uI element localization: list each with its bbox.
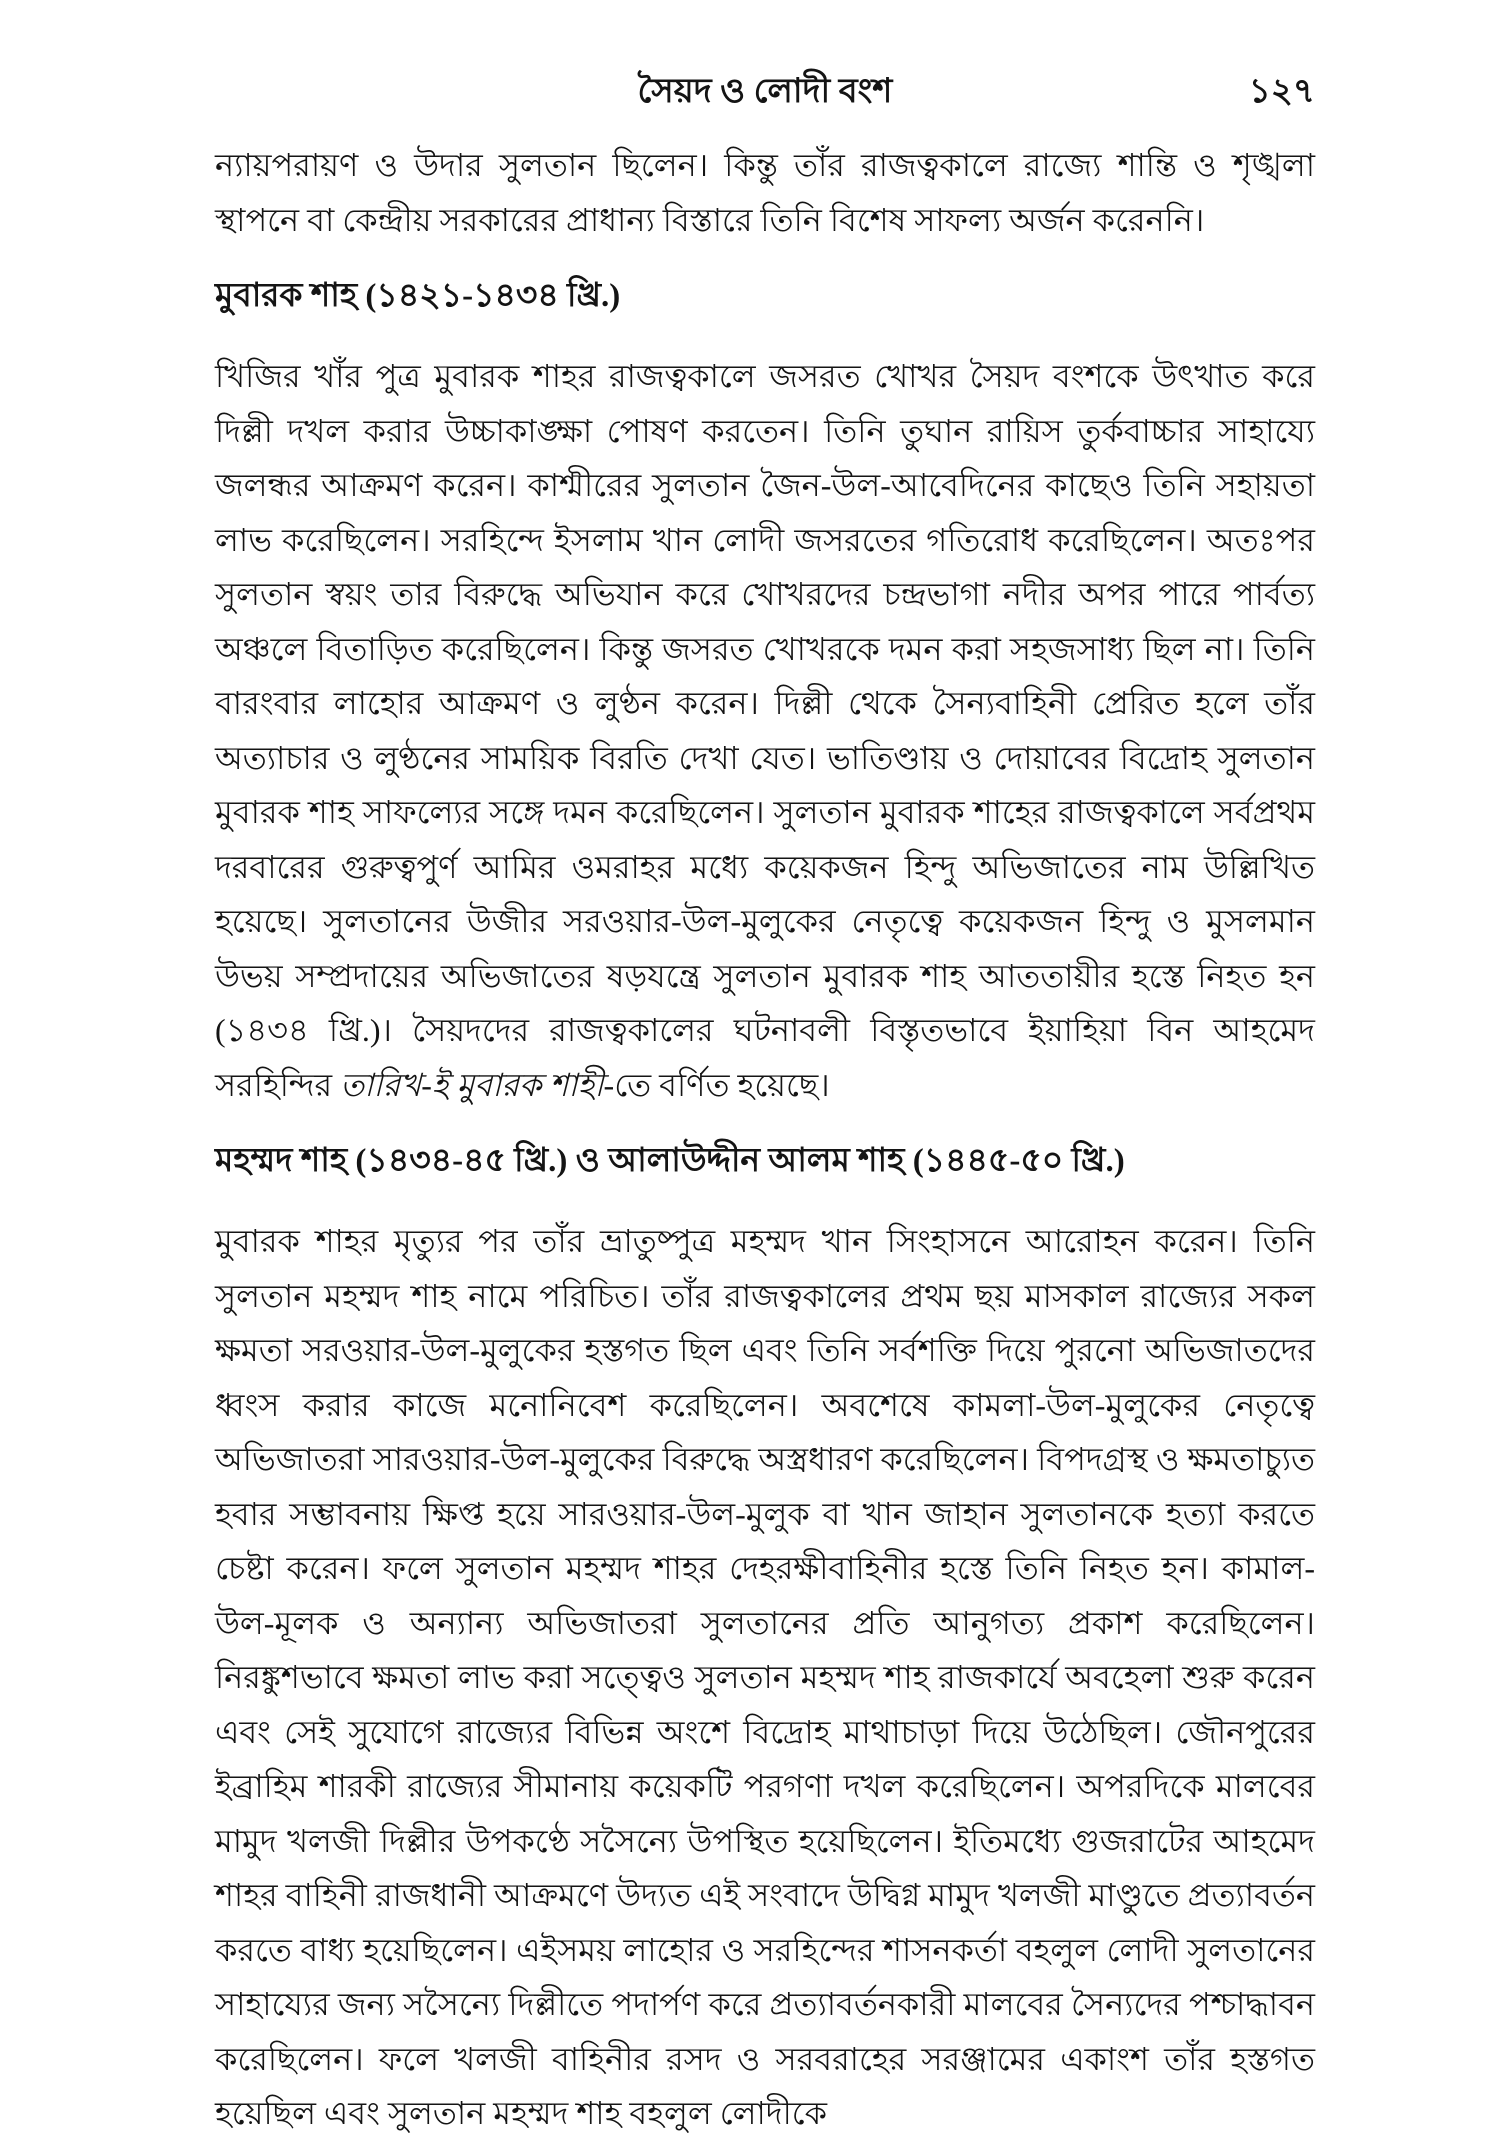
paragraph-mohammad-shah: মুবারক শাহর মৃত্যুর পর তাঁর ভ্রাতুষ্পুত্র মহম্মদ খান সিংহাসনে আরোহন করেন। তিনি সুলতান মহম্মদ শাহ নামে পরিচিত। তাঁর রাজত্বকালের প্রথম ছয় মাসকাল রাজ্যের সকল ক্ষমতা সরওয়ার-উল-মুলুকের হস্তগত ছিল এবং তিনি সর্বশক্তি দিয়ে পুরনো অভিজাতদের ধ্বংস করার কাজে মনোনিবেশ করেছিলেন। অবশেষে কামলা-উল-মুলুকের নেতৃত্বে অভিজাতরা সারওয়ার-উল-মুলুকের বিরুদ্ধে অস্ত্রধারণ করেছিলেন। বিপদগ্রস্থ ও ক্ষমতাচ্যুত হবার সম্ভাবনায় ক্ষিপ্ত হয়ে সারওয়ার-উল-মুলুক বা খান জাহান সুলতানকে হত্যা করতে চেষ্টা করেন। ফলে সুলতান মহম্মদ শাহর দেহরক্ষীবাহিনীর হস্তে তিনি নিহত হন। কামাল-উল-মূলক ও অন্যান্য অভিজাতরা সুলতানের প্রতি আনুগত্য প্রকাশ করেছিলেন। নিরঙ্কুশভাবে ক্ষমতা লাভ করা সত্ত্বেও সুলতান মহম্মদ শাহ রাজকার্যে অবহেলা শুরু করেন এবং সেই সুযোগে রাজ্যের বিভিন্ন অংশে বিদ্রোহ মাথাচাড়া দিয়ে উঠেছিল। জৌনপুরের ইব্রাহিম শারকী রাজ্যের সীমানায় কয়েকটি পরগণা দখল করেছিলেন। অপরদিকে মালবের মামুদ খলজী দিল্লীর উপকণ্ঠে সসৈন্যে উপস্থিত হয়েছিলেন। ইতিমধ্যে গুজরাটের আহমেদ শাহর বাহিনী রাজধানী আক্রমণে উদ্যত এই সংবাদে উদ্বিগ্ন মামুদ খলজী মাণ্ডুতে প্রত্যাবর্তন করতে বাধ্য হয়েছিলেন। এইসময় লাহোর ও সরহিন্দের শাসনকর্তা বহলুল লোদী সুলতানের সাহায্যের জন্য সসৈন্যে দিল্লীতে পদার্পণ করে প্রত্যাবর্তনকারী মালবের সৈন্যদের পশ্চাদ্ধাবন করেছিলেন। ফলে খলজী বাহিনীর রসদ ও সরবরাহের সরঞ্জামের একাংশ তাঁর হস্তগত হয়েছিল এবং সুলতান মহম্মদ শাহ বহলুল লোদীকে xyxy=(215,1223,1315,2131)
page-number: ১২৭ xyxy=(1248,73,1315,110)
paragraph-intro: ন্যায়পরায়ণ ও উদার সুলতান ছিলেন। কিন্তু তাঁর রাজত্বকালে রাজ্যে শান্তি ও শৃঙ্খলা স্থাপনে বা কেন্দ্রীয় সরকারের প্রাধান্য বিস্তারে তিনি বিশেষ সাফল্য অর্জন করেননি। xyxy=(215,147,1315,238)
running-title: সৈয়দ ও লোদী বংশ xyxy=(637,73,893,110)
section-heading-mohammad-shah: মহম্মদ শাহ (১৪৩৪-৪৫ খ্রি.) ও আলাউদ্দীন আলম শাহ (১৪৪৫-৫০ খ্রি.) xyxy=(215,1143,1125,1179)
book-title-italic: তারিখ-ই মুবারক শাহী xyxy=(340,1066,604,1103)
running-header xyxy=(215,68,1315,116)
paragraph-mubarak-shah xyxy=(215,349,1315,1112)
paragraph-text-end: -তে বর্ণিত হয়েছে। xyxy=(603,1066,830,1103)
body-text xyxy=(215,138,1315,2141)
paragraph-text: খিজির খাঁর পুত্র মুবারক শাহর রাজত্বকালে জসরত খোখর সৈয়দ বংশকে উৎখাত করে দিল্লী দখল করার উচ্চাকাঙ্ক্ষা পোষণ করতেন। তিনি তুঘান রায়িস তুর্কবাচ্চার সাহায্যে জলন্ধর আক্রমণ করেন। কাশ্মীরের সুলতান জৈন-উল-আবেদিনের কাছেও তিনি সহায়তা লাভ করেছিলেন। সরহিন্দে ইসলাম খান লোদী জসরতের গতিরোধ করেছিলেন। অতঃপর সুলতান স্বয়ং তার বিরুদ্ধে অভিযান করে খোখরদের চন্দ্রভাগা নদীর অপর পারে পার্বত্য অঞ্চলে বিতাড়িত করেছিলেন। কিন্তু জসরত খোখরকে দমন করা সহজসাধ্য ছিল না। তিনি বারংবার লাহোর আক্রমণ ও লুণ্ঠন করেন। দিল্লী থেকে সৈন্যবাহিনী প্রেরিত হলে তাঁর অত্যাচার ও লুণ্ঠনের সাময়িক বিরতি দেখা যেত। ভাতিণ্ডায় ও দোয়াবের বিদ্রোহ সুলতান মুবারক শাহ সাফল্যের সঙ্গে দমন করেছিলেন। সুলতান মুবারক শাহের রাজত্বকালে সর্বপ্রথম দরবারের গুরুত্বপুর্ণ আমির ওমরাহর মধ্যে কয়েকজন হিন্দু অভিজাতের নাম উল্লিখিত হয়েছে। সুলতানের উজীর সরওয়ার-উল-মুলুকের নেতৃত্বে কয়েকজন হিন্দু ও মুসলমান উভয় সম্প্রদায়ের অভিজাতের ষড়যন্ত্রে সুলতান মুবারক শাহ আততায়ীর হস্তে নিহত হন (১৪৩৪ খ্রি.)। সৈয়দদের রাজত্বকালের ঘটনাবলী বিস্তৃতভাবে ইয়াহিয়া বিন আহমেদ সরহিন্দির xyxy=(215,358,1315,1103)
section-heading-mubarak-shah: মুবারক শাহ (১৪২১-১৪৩৪ খ্রি.) xyxy=(215,278,621,314)
